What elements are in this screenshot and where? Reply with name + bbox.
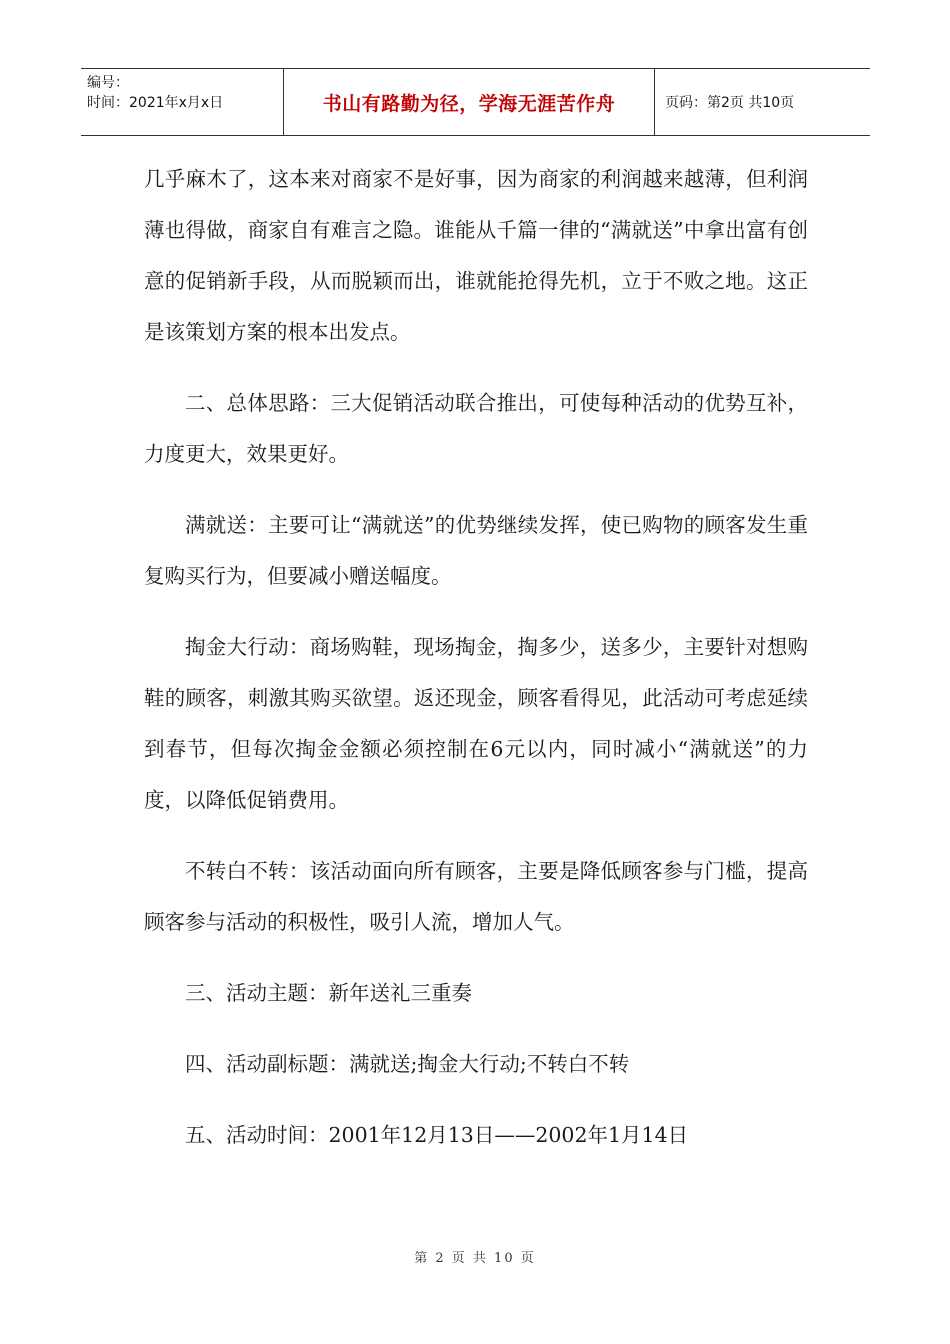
page-footer: 第 2 页 共 10 页 bbox=[414, 1251, 536, 1266]
paragraph-overall-idea: 二、总体思路：三大促销活动联合推出，可使每种活动的优势互补，力度更大，效果更好。 bbox=[144, 391, 808, 466]
paragraph-subtitle: 四、活动副标题：满就送;掏金大行动;不转白不转 bbox=[185, 1052, 630, 1076]
header-motto: 书山有路勤为径，学海无涯苦作舟 bbox=[283, 69, 655, 135]
paragraph: 几乎麻木了，这本来对商家不是好事，因为商家的利润越来越薄，但利润薄也得做，商家自有难言之隐。谁能从千篇一律的“满就送”中拿出富有创意的促销新手段，从而脱颖而出，谁就能抢得先机，立于不败之地。这正是该策划方案的根本出发点。 bbox=[144, 167, 808, 344]
header-page-info: 页码：第2页 共10页 bbox=[665, 95, 795, 111]
document-body bbox=[144, 154, 808, 1181]
paragraph-tao-jin: 掏金大行动：商场购鞋，现场掏金，掏多少，送多少，主要针对想购鞋的顾客，刺激其购买欲望。返还现金，顾客看得见，此活动可考虑延续到春节，但每次掏金金额必须控制在6元以内，同时减小“满就送”的力度，以降低促销费用。 bbox=[144, 635, 808, 812]
paragraph-bu-zhuan: 不转白不转：该活动面向所有顾客，主要是降低顾客参与门槛，提高顾客参与活动的积极性，吸引人流，增加人气。 bbox=[144, 859, 808, 934]
paragraph-time: 五、活动时间：2001年12月13日——2002年1月14日 bbox=[185, 1123, 689, 1147]
document-number-label: 编号： bbox=[87, 75, 129, 91]
header-meta bbox=[81, 69, 283, 135]
document-date: 时间：2021年x月x日 bbox=[87, 95, 224, 111]
paragraph-man-jiu-song: 满就送：主要可让“满就送”的优势继续发挥，使已购物的顾客发生重复购买行为，但要减小赠送幅度。 bbox=[144, 513, 808, 588]
paragraph-theme: 三、活动主题：新年送礼三重奏 bbox=[185, 981, 472, 1005]
document-header bbox=[81, 68, 870, 136]
